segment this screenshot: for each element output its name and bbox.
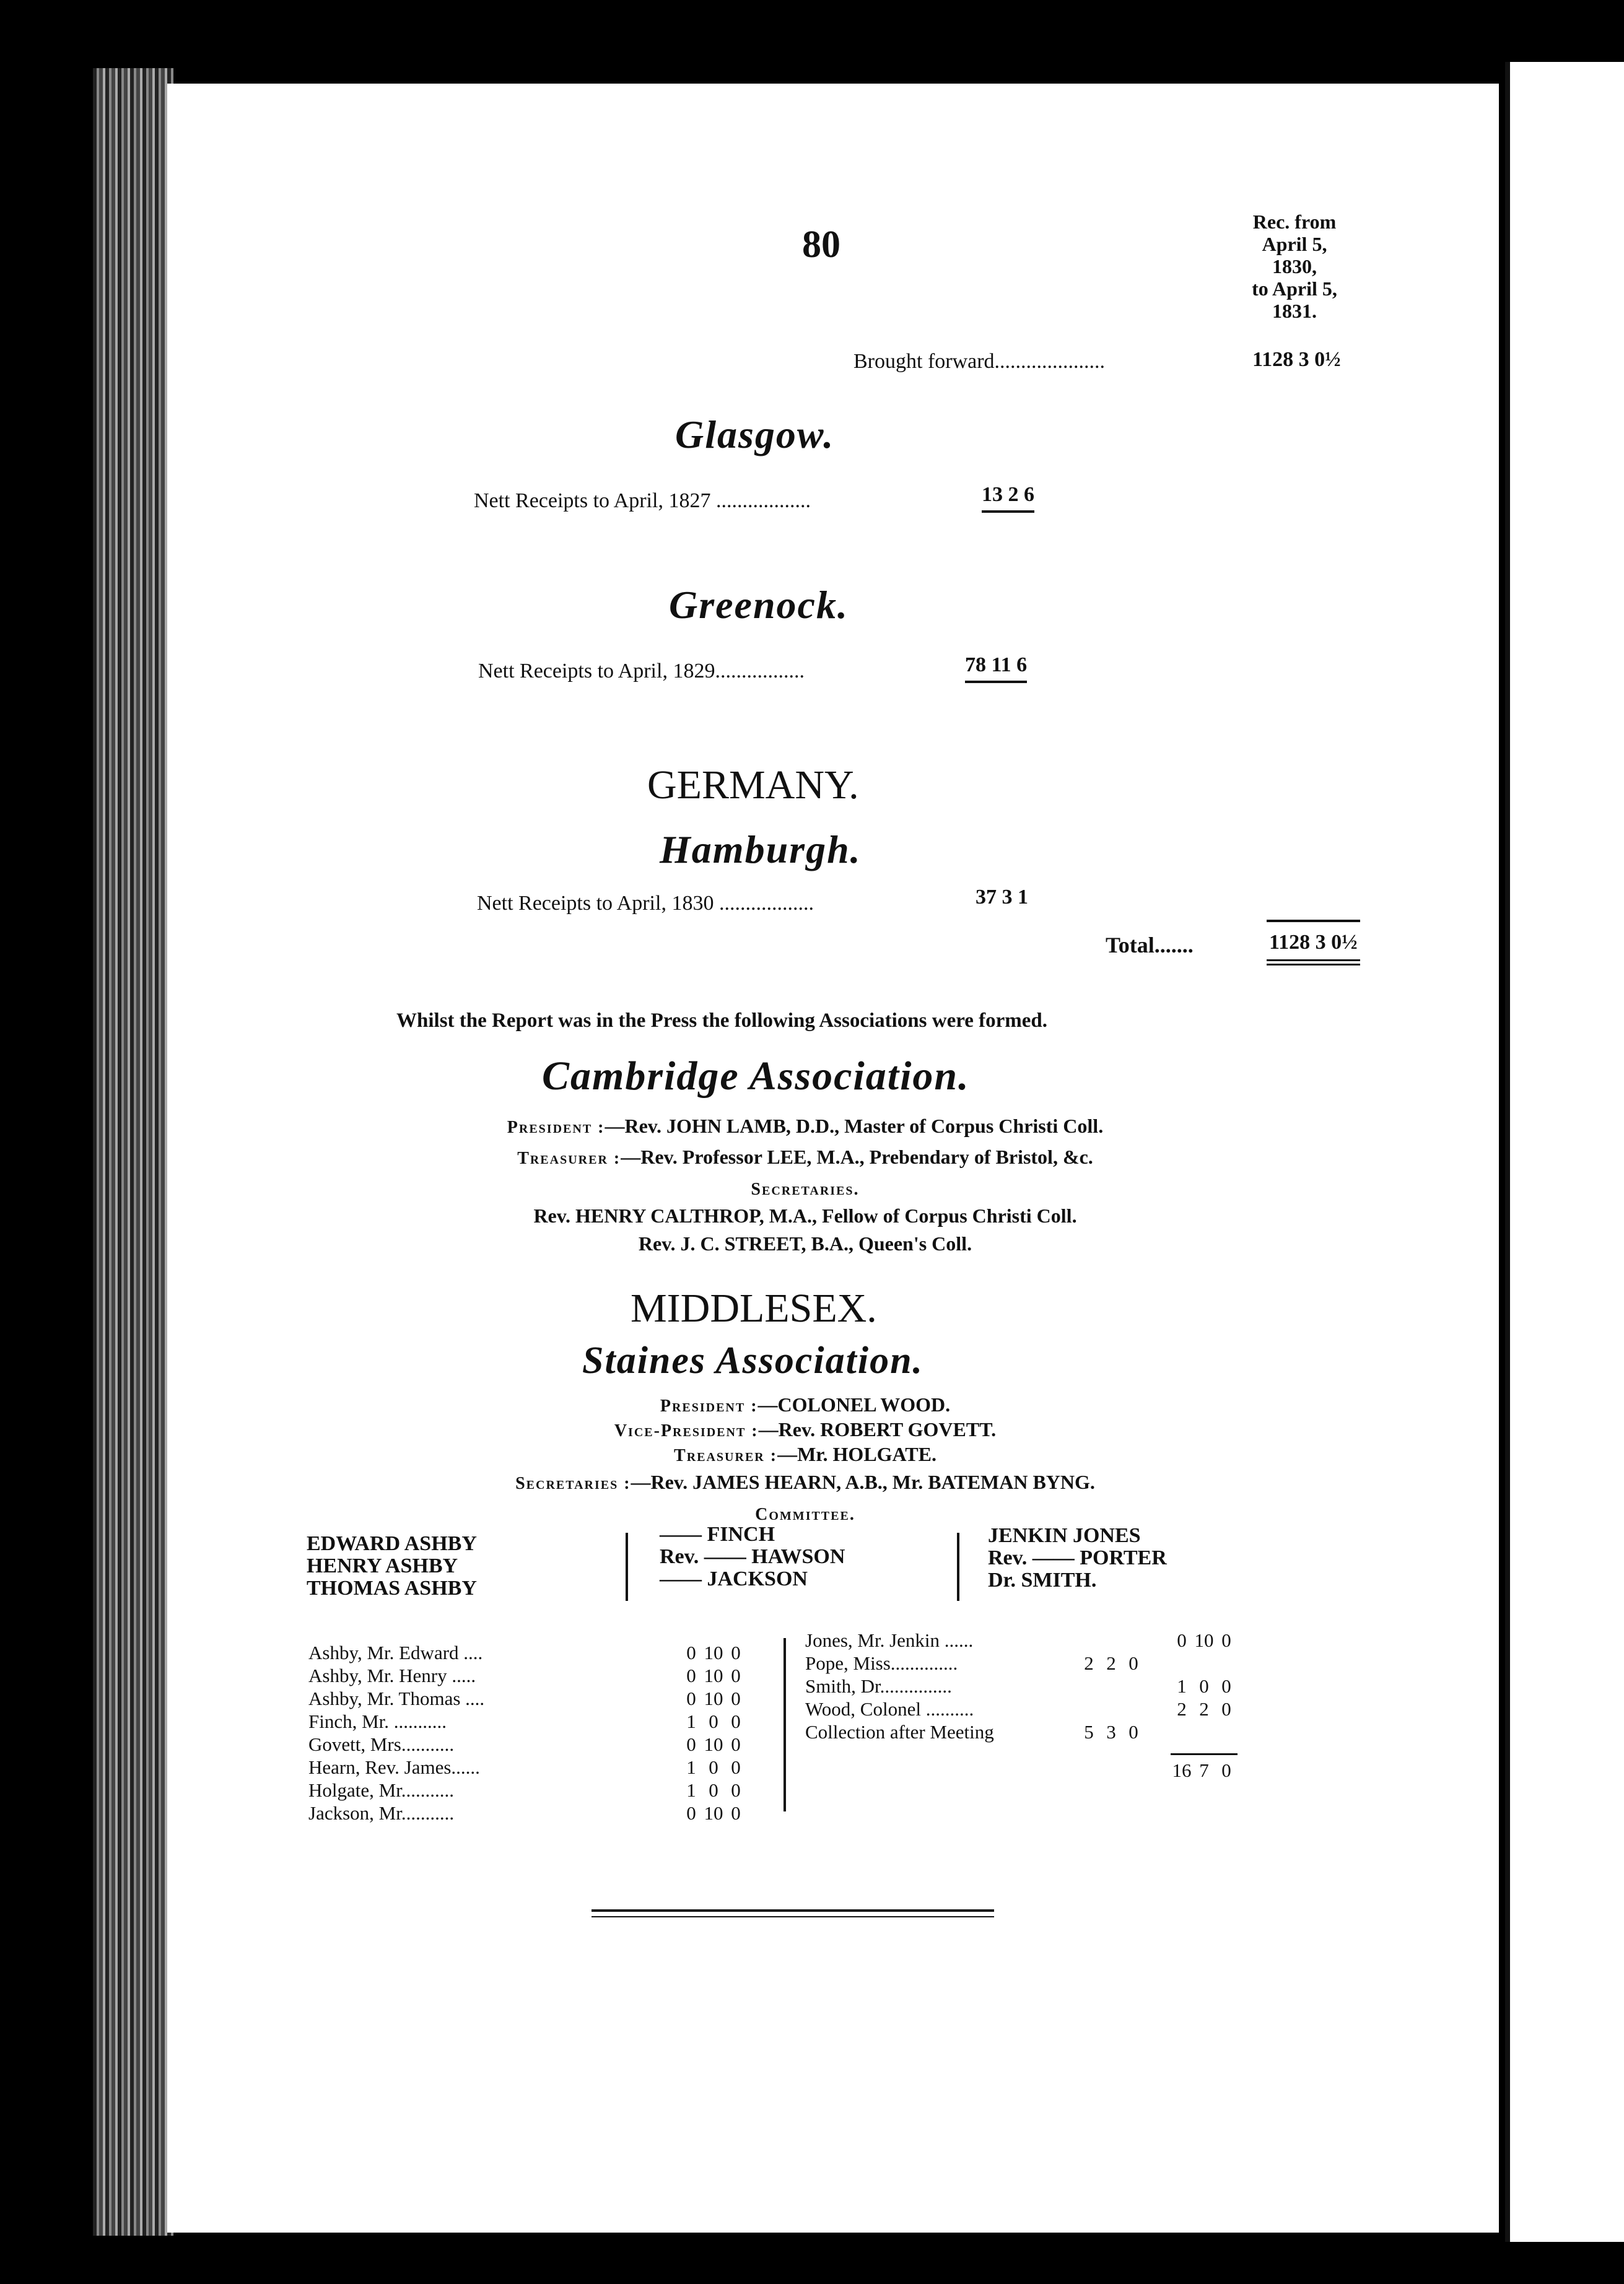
treasurer-name: —Rev. Professor LEE, M.A., Prebendary of Bristol, &c. <box>621 1146 1093 1168</box>
amount-part: 0 <box>1177 1629 1187 1651</box>
subscriber-name: Jones, Mr. Jenkin ...... <box>805 1629 974 1651</box>
germany-heading: GERMANY. <box>647 762 859 808</box>
president-name: —COLONEL WOOD. <box>757 1393 951 1416</box>
receipts-header-line: Rec. from <box>1252 211 1337 233</box>
staines-secretaries <box>403 1471 1208 1494</box>
amount-part: 0 <box>686 1642 696 1663</box>
subscriber-name: Ashby, Mr. Henry ..... <box>308 1665 476 1686</box>
committee-member: JENKIN JONES <box>988 1524 1141 1547</box>
vice-president-name: —Rev. ROBERT GOVETT. <box>758 1418 997 1441</box>
subscriber-name: Finch, Mr. ........... <box>308 1711 447 1732</box>
subscriber-amount <box>1078 1675 1171 1698</box>
amount-part: 0 <box>731 1802 741 1824</box>
committee-member: Dr. SMITH. <box>988 1569 1097 1592</box>
amount-part: 2 <box>1177 1698 1187 1720</box>
amount-part: 5 <box>1084 1721 1094 1743</box>
treasurer-label: Treasurer : <box>517 1149 621 1168</box>
staines-vice-president <box>403 1418 1208 1441</box>
subscriber-row <box>308 1779 773 1802</box>
amount-part: 2 <box>1106 1652 1116 1674</box>
vice-president-label: Vice-President : <box>614 1421 759 1441</box>
total-label: Total....... <box>1106 933 1194 957</box>
staines-president <box>403 1393 1208 1416</box>
subscriber-amount <box>1171 1629 1264 1652</box>
closing-rule <box>592 1916 994 1917</box>
glasgow-value: 13 2 6 <box>982 483 1034 513</box>
subscriber-row <box>308 1641 773 1664</box>
middlesex-heading: MIDDLESEX. <box>631 1286 877 1331</box>
amount-part: 0 <box>709 1756 718 1778</box>
column-divider <box>626 1533 628 1601</box>
receipts-header-line: 1831. <box>1272 300 1317 322</box>
column-divider <box>957 1533 959 1601</box>
amount-part: 0 <box>731 1688 741 1709</box>
subscriber-row <box>308 1687 773 1710</box>
closing-rule <box>592 1909 994 1912</box>
subscriber-amount <box>1171 1652 1264 1675</box>
committee-member: EDWARD ASHBY <box>307 1532 477 1555</box>
amount-part: 0 <box>731 1779 741 1801</box>
subscriber-name: Ashby, Mr. Thomas .... <box>308 1688 485 1709</box>
committee-column <box>988 1525 1167 1592</box>
committee-member: Rev. —— HAWSON <box>660 1545 845 1568</box>
cambridge-president <box>403 1115 1208 1138</box>
amount-part: 0 <box>1221 1698 1231 1720</box>
amount-part: 0 <box>1221 1629 1231 1651</box>
committee-member: —— FINCH <box>660 1523 775 1546</box>
amount-part: 1 <box>1177 1675 1187 1697</box>
subscriber-amount <box>680 1756 773 1779</box>
subscriber-amount <box>1078 1720 1171 1743</box>
treasurer-label: Treasurer : <box>674 1446 778 1465</box>
subscribers-right <box>805 1629 1264 1782</box>
amount-part: 10 <box>704 1642 723 1663</box>
amount-part: 0 <box>1221 1675 1231 1697</box>
column-divider <box>784 1638 786 1811</box>
receipts-header-line: 1830, <box>1272 255 1317 277</box>
amount-part: 10 <box>704 1802 723 1824</box>
subscriber-row <box>805 1698 1264 1720</box>
amount-part: 10 <box>704 1688 723 1709</box>
subscriber-row <box>308 1733 773 1756</box>
subscriber-name: Pope, Miss.............. <box>805 1652 958 1674</box>
receipts-header-line: April 5, <box>1262 233 1327 255</box>
subscriber-amount <box>680 1687 773 1710</box>
subscriber-row <box>308 1664 773 1687</box>
staines-treasurer <box>403 1443 1208 1466</box>
amount-part: 10 <box>1194 1629 1214 1651</box>
cambridge-secretary-1: Rev. HENRY CALTHROP, M.A., Fellow of Corpus Christi Coll. <box>533 1205 1077 1227</box>
president-name: —Rev. JOHN LAMB, D.D., Master of Corpus Christi Coll. <box>605 1115 1104 1137</box>
greenock-value: 78 11 6 <box>965 653 1027 683</box>
amount-part: 0 <box>1129 1652 1138 1674</box>
subscriber-amount <box>680 1664 773 1687</box>
subscriber-amount <box>1171 1698 1264 1720</box>
amount-part: 0 <box>731 1642 741 1663</box>
subscriber-row <box>805 1720 1264 1743</box>
subscriber-name: Smith, Dr............... <box>805 1675 952 1697</box>
amount-part: 0 <box>1221 1759 1231 1781</box>
glasgow-line: Nett Receipts to April, 1827 .................. <box>474 489 811 512</box>
committee-column <box>660 1523 845 1590</box>
brought-forward-label: Brought forward..................... <box>853 350 1106 373</box>
subscriber-amount <box>1171 1675 1264 1698</box>
amount-part: 2 <box>1199 1698 1209 1720</box>
receipts-header <box>1214 211 1375 322</box>
subscriber-name: Ashby, Mr. Edward .... <box>308 1642 483 1663</box>
subscriber-name: Holgate, Mr........... <box>308 1779 455 1801</box>
amount-part: 10 <box>704 1665 723 1686</box>
committee-column <box>307 1533 477 1600</box>
secretaries-names: —Rev. JAMES HEARN, A.B., Mr. BATEMAN BYNG. <box>631 1471 1095 1493</box>
cambridge-heading: Cambridge Association. <box>542 1053 970 1099</box>
subscriber-row <box>805 1629 1264 1652</box>
amount-part: 1 <box>686 1779 696 1801</box>
receipts-header-line: to April 5, <box>1252 277 1337 300</box>
amount-part: 16 <box>1172 1759 1192 1781</box>
total-value: 1128 3 0½ <box>1267 920 1360 965</box>
treasurer-name: —Mr. HOLGATE. <box>777 1443 936 1465</box>
greenock-heading: Greenock. <box>669 583 849 627</box>
committee-label: Committee. <box>755 1505 855 1524</box>
brought-forward-value: 1128 3 0½ <box>1252 348 1341 371</box>
amount-part: 0 <box>686 1802 696 1824</box>
subscriber-row <box>308 1710 773 1733</box>
hamburgh-value: 37 3 1 <box>976 886 1028 909</box>
secretaries-label: Secretaries : <box>515 1474 631 1493</box>
subscriber-amount <box>1078 1698 1171 1720</box>
subscriber-name: Jackson, Mr........... <box>308 1802 455 1824</box>
subscriber-name: Collection after Meeting <box>805 1721 994 1743</box>
committee-member: HENRY ASHBY <box>307 1554 458 1577</box>
subscribers-total <box>1171 1753 1238 1782</box>
press-note: Whilst the Report was in the Press the following Associations were formed. <box>396 1009 1048 1032</box>
amount-part: 0 <box>1199 1675 1209 1697</box>
amount-part: 2 <box>1084 1652 1094 1674</box>
subscribers-total-row <box>805 1753 1264 1782</box>
amount-part: 0 <box>1129 1721 1138 1743</box>
committee-member: Rev. —— PORTER <box>988 1546 1167 1569</box>
amount-part: 0 <box>686 1665 696 1686</box>
cambridge-treasurer <box>403 1146 1208 1169</box>
facing-page <box>1505 62 1624 2242</box>
glasgow-heading: Glasgow. <box>675 412 835 456</box>
committee-member: THOMAS ASHBY <box>307 1577 477 1600</box>
subscriber-amount <box>1078 1652 1171 1675</box>
amount-part: 1 <box>686 1756 696 1778</box>
page-number: 80 <box>802 224 840 266</box>
staines-heading: Staines Association. <box>582 1340 924 1382</box>
hamburgh-line: Nett Receipts to April, 1830 .................. <box>477 892 814 915</box>
amount-part: 0 <box>731 1733 741 1755</box>
subscriber-amount <box>1078 1629 1171 1652</box>
subscriber-name: Govett, Mrs........... <box>308 1733 455 1755</box>
president-label: President : <box>507 1118 605 1137</box>
amount-part: 1 <box>686 1711 696 1732</box>
amount-part: 7 <box>1199 1759 1209 1781</box>
subscriber-name: Wood, Colonel .......... <box>805 1698 974 1720</box>
greenock-line: Nett Receipts to April, 1829................. <box>478 660 805 682</box>
subscriber-amount <box>680 1802 773 1824</box>
subscriber-row <box>308 1802 773 1824</box>
amount-part: 10 <box>704 1733 723 1755</box>
subscriber-amount <box>1171 1720 1264 1743</box>
subscriber-row <box>805 1675 1264 1698</box>
book-edge <box>93 68 173 2236</box>
subscriber-amount <box>680 1641 773 1664</box>
subscriber-name: Hearn, Rev. James...... <box>308 1756 480 1778</box>
amount-part: 3 <box>1106 1721 1116 1743</box>
subscriber-row <box>308 1756 773 1779</box>
president-label: President : <box>660 1397 758 1416</box>
amount-part: 0 <box>731 1756 741 1778</box>
committee-member: —— JACKSON <box>660 1567 808 1590</box>
amount-part: 0 <box>686 1733 696 1755</box>
amount-part: 0 <box>709 1779 718 1801</box>
subscriber-amount <box>680 1733 773 1756</box>
amount-part: 0 <box>709 1711 718 1732</box>
subscribers-left <box>308 1641 773 1824</box>
cambridge-secretaries-label: Secretaries. <box>751 1180 860 1199</box>
cambridge-secretary-2: Rev. J. C. STREET, B.A., Queen's Coll. <box>638 1232 972 1255</box>
amount-part: 0 <box>731 1711 741 1732</box>
amount-part: 0 <box>686 1688 696 1709</box>
subscriber-row <box>805 1652 1264 1675</box>
subscriber-amount <box>680 1710 773 1733</box>
amount-part: 0 <box>731 1665 741 1686</box>
hamburgh-heading: Hamburgh. <box>660 827 862 871</box>
subscriber-amount <box>680 1779 773 1802</box>
